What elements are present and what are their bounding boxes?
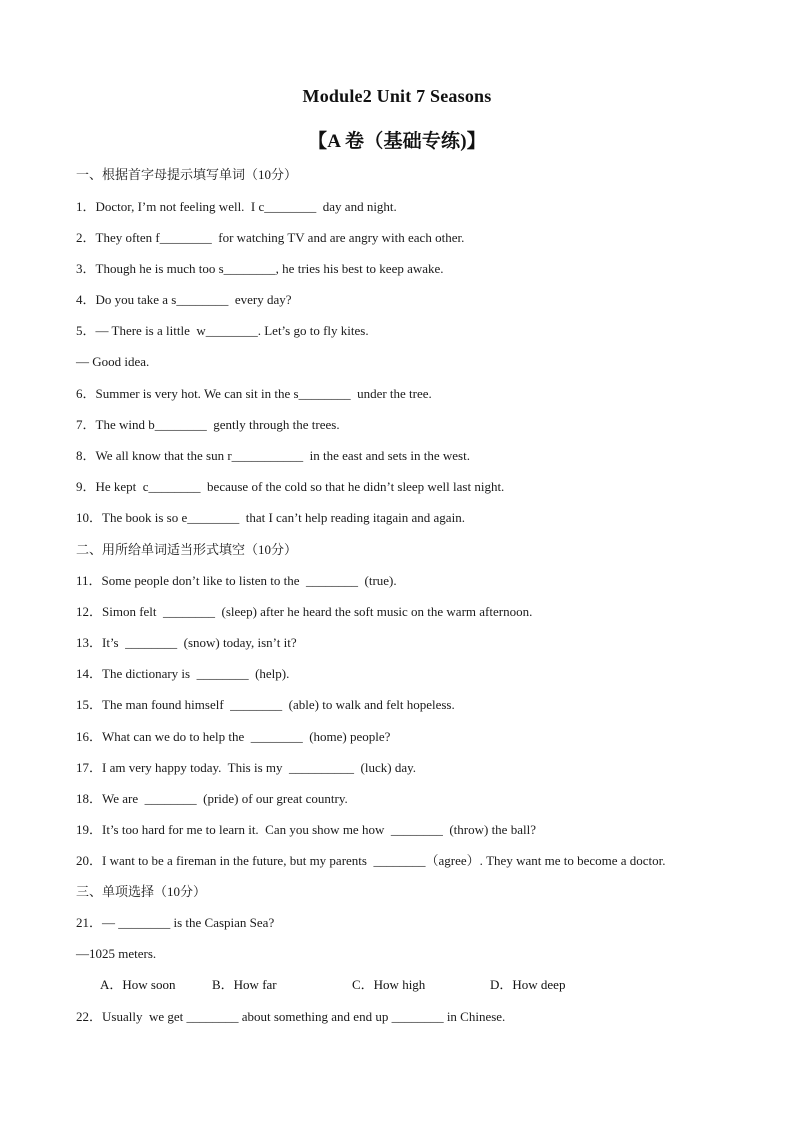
question-7: 7．The wind b________ gently through the trees. (76, 417, 340, 432)
option-d: D．How deep (490, 977, 566, 992)
question-19: 19．It’s too hard for me to learn it. Can you show me how ________ (throw) the ball? (76, 822, 536, 837)
question-21-reply: —1025 meters. (76, 946, 157, 961)
question-11: 11．Some people don’t like to listen to the ________ (true). (76, 573, 397, 588)
option-c: C．How high (352, 977, 426, 992)
question-20: 20．I want to be a fireman in the future, but my parents ________（agree）. They want me to become a doctor. (76, 853, 666, 868)
option-b: B．How far (212, 977, 277, 992)
section-heading-3: 三、单项选择（10分） (76, 884, 207, 899)
question-22: 22．Usually we get ________ about something and end up ________ in Chinese. (76, 1009, 506, 1024)
question-15: 15．The man found himself ________ (able) to walk and felt hopeless. (76, 697, 455, 712)
section-heading-2: 二、用所给单词适当形式填空（10分） (76, 542, 298, 557)
question-18: 18．We are ________ (pride) of our great country. (76, 791, 348, 806)
question-21: 21．— ________ is the Caspian Sea? (76, 915, 275, 930)
question-14: 14．The dictionary is ________ (help). (76, 666, 290, 681)
question-3: 3．Though he is much too s________, he tries his best to keep awake. (76, 261, 444, 276)
question-2: 2．They often f________ for watching TV and are angry with each other. (76, 230, 465, 245)
page-subtitle: 【A 卷（基础专练)】 (308, 131, 486, 152)
question-5-reply: — Good idea. (76, 354, 150, 369)
question-8: 8．We all know that the sun r___________ in the east and sets in the west. (76, 448, 470, 463)
page-title: Module2 Unit 7 Seasons (302, 86, 492, 106)
question-5: 5．— There is a little w________. Let’s go to fly kites. (76, 323, 369, 338)
question-6: 6．Summer is very hot. We can sit in the s________ under the tree. (76, 386, 432, 401)
question-13: 13．It’s ________ (snow) today, isn’t it? (76, 635, 297, 650)
question-1: 1．Doctor, I’m not feeling well. I c________ day and night. (76, 199, 397, 214)
question-10: 10．The book is so e________ that I can’t help reading itagain and again. (76, 510, 465, 525)
question-17: 17．I am very happy today. This is my __________ (luck) day. (76, 760, 416, 775)
option-a: A．How soon (100, 977, 176, 992)
question-4: 4．Do you take a s________ every day? (76, 292, 292, 307)
question-9: 9．He kept c________ because of the cold so that he didn’t sleep well last night. (76, 479, 505, 494)
question-16: 16．What can we do to help the ________ (home) people? (76, 729, 391, 744)
question-12: 12．Simon felt ________ (sleep) after he heard the soft music on the warm afternoon. (76, 604, 533, 619)
section-heading-1: 一、根据首字母提示填写单词（10分） (76, 167, 298, 182)
